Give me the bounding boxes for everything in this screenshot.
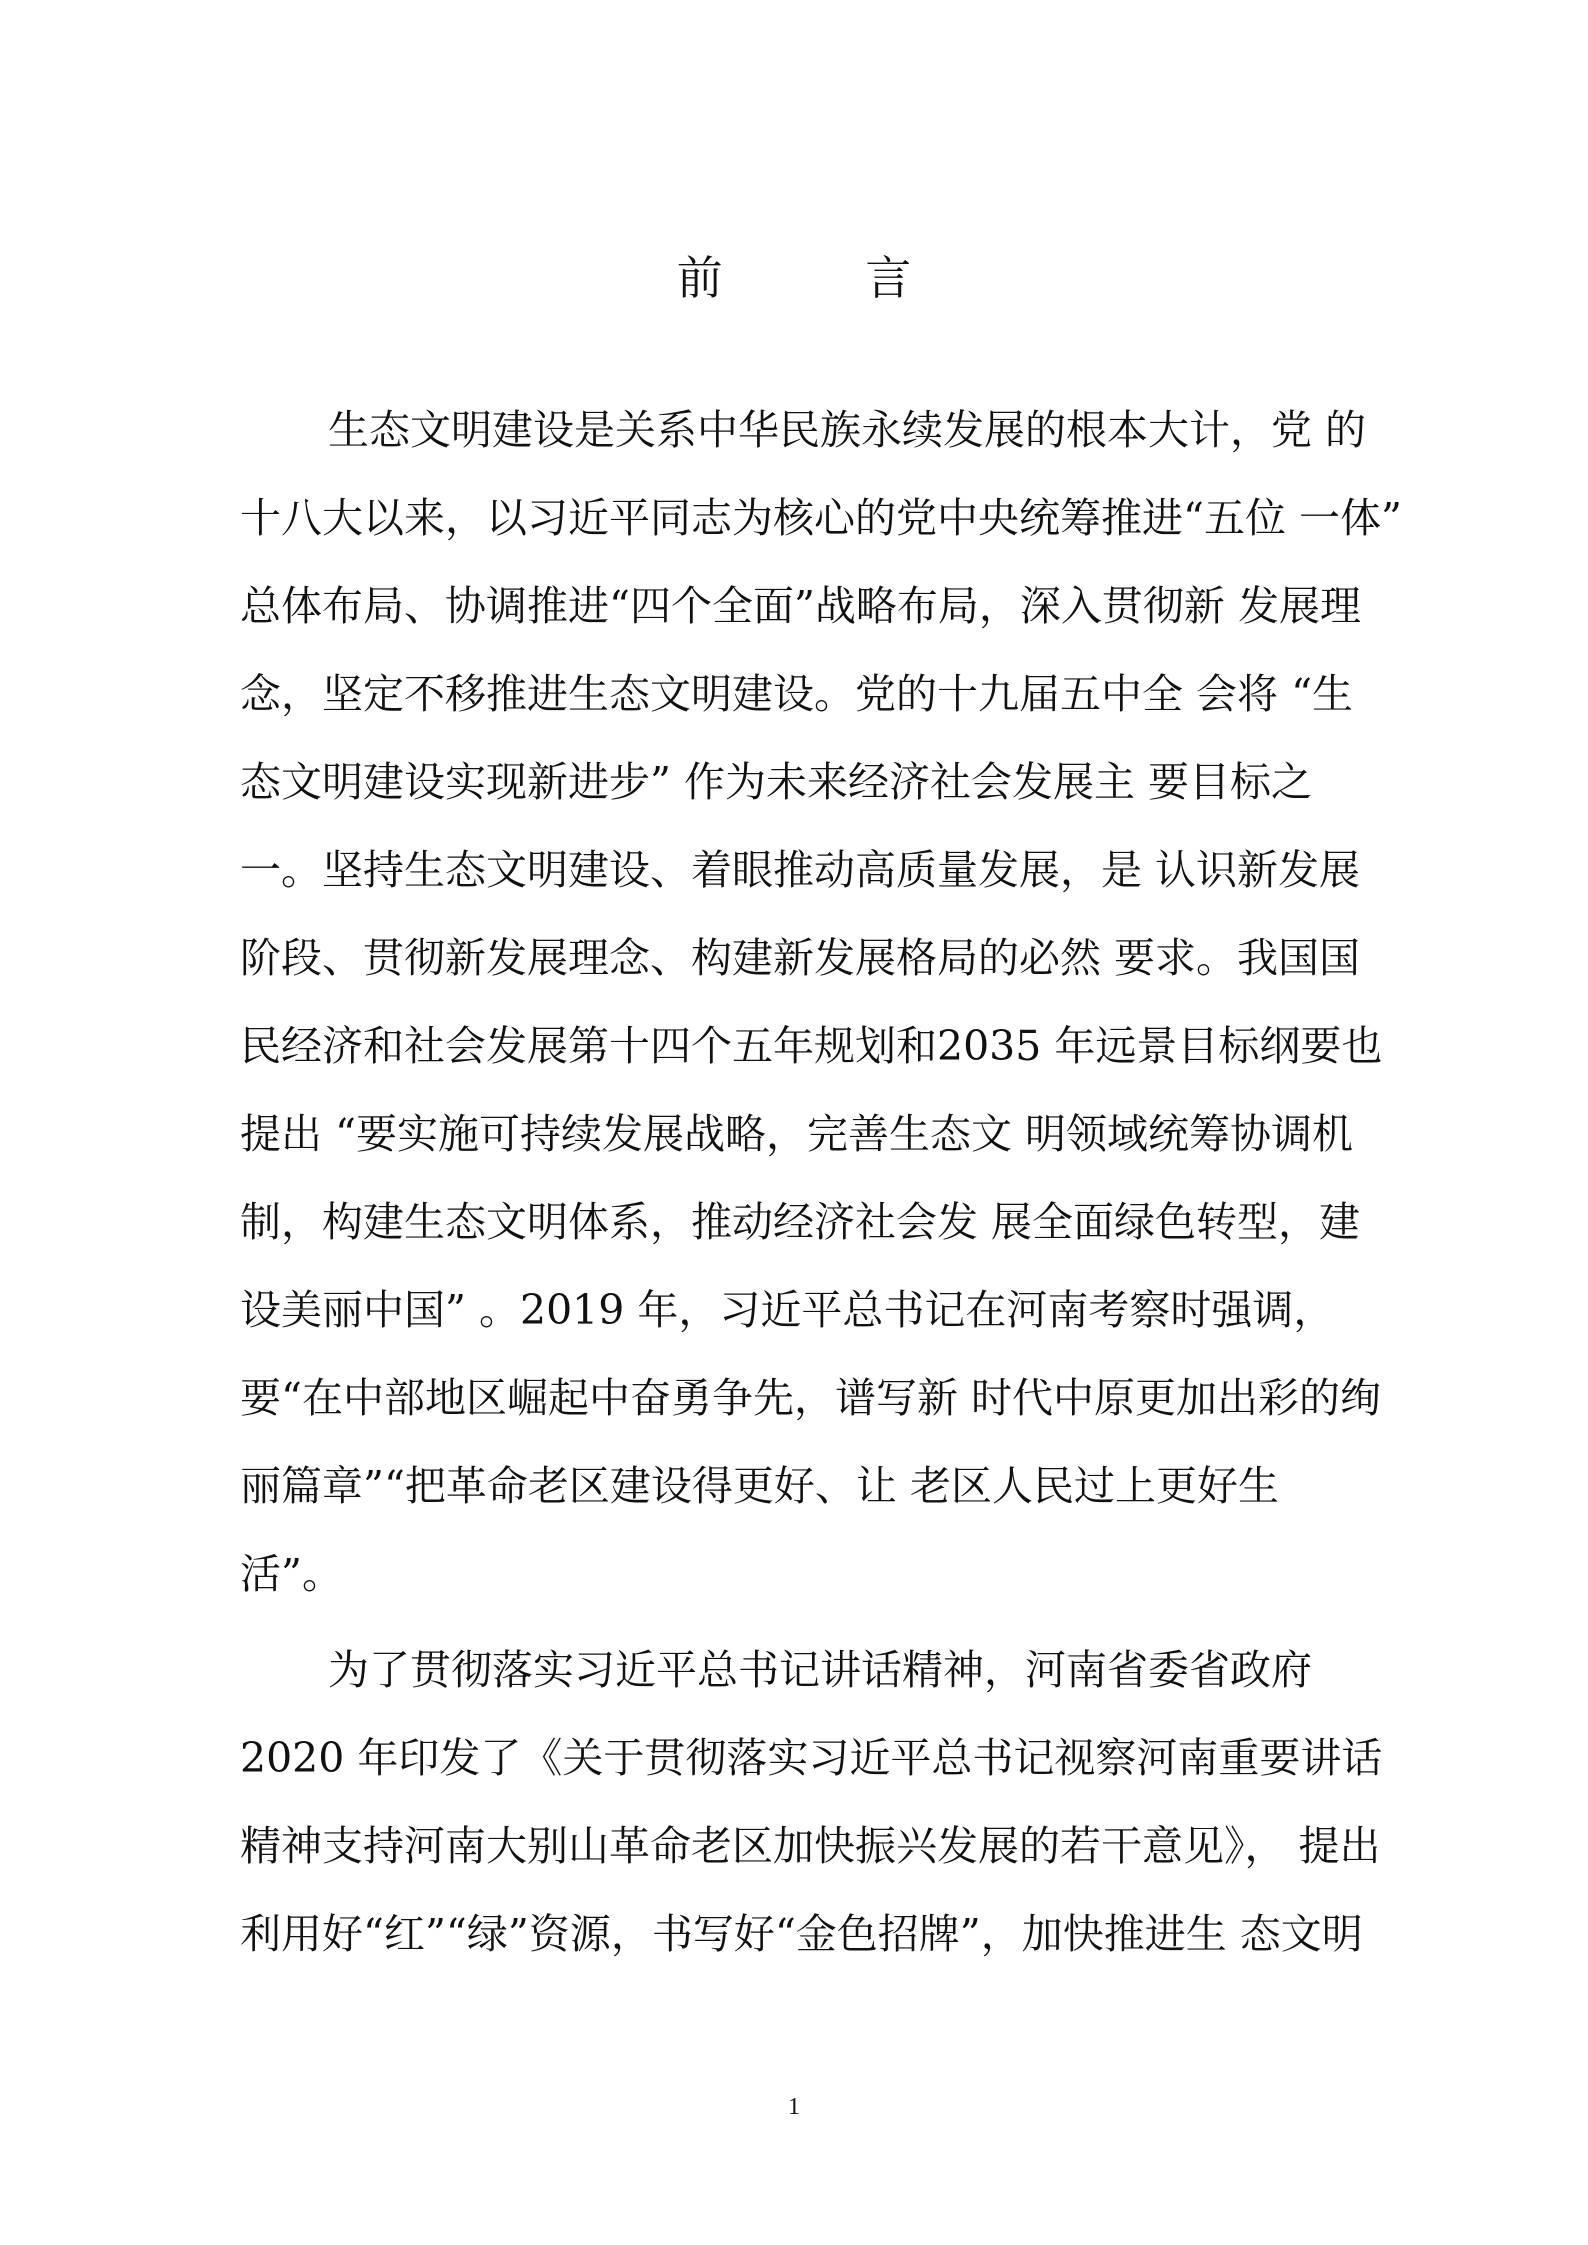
text-line: 制，构建生态文明体系，推动经济社会发 展全面绿色转型，建 <box>240 1198 1361 1246</box>
text-line: 阶段、贯彻新发展理念、构建新发展格局的必然 要求。我国国 <box>240 934 1361 982</box>
paragraph-1 <box>240 386 1405 1618</box>
text-line: 精神支持河南大别山革命老区加快振兴发展的若干意见》， 提出 <box>240 1822 1381 1870</box>
text-line: 一。坚持生态文明建设、着眼推动高质量发展，是 认识新发展 <box>240 846 1361 894</box>
text-line: 态文明建设实现新进步” 作为未来经济社会发展主 要目标之 <box>240 758 1313 806</box>
text-line: 2020 年印发了《关于贯彻落实习近平总书记视察河南重要讲话 <box>240 1734 1383 1782</box>
text-line: 利用好“红”“绿”资源，书写好“金色招牌”，加快推进生 态文明 <box>240 1910 1363 1958</box>
text-line: 丽篇章”“把革命老区建设得更好、让 老区人民过上更好生 <box>240 1462 1279 1510</box>
text-line: 念，坚定不移推进生态文明建设。党的十九届五中全 会将 “生 <box>240 670 1354 718</box>
text-line: 民经济和社会发展第十四个五年规划和2035 年远景目标纲要也 <box>240 1022 1383 1070</box>
text-line: 设美丽中国” 。2019 年，习近平总书记在河南考察时强调， <box>240 1286 1335 1334</box>
text-line: 为了贯彻落实习近平总书记讲话精神，河南省委省政府 <box>328 1646 1312 1694</box>
text-line: 生态文明建设是关系中华民族永续发展的根本大计，党 的 <box>328 406 1367 454</box>
page-number: 1 <box>788 2094 800 2120</box>
text-line: 活”。 <box>240 1550 343 1598</box>
text-line: 十八大以来，以习近平同志为核心的党中央统筹推进“五位 一体” <box>240 494 1402 542</box>
text-line: 总体布局、协调推进“四个全面”战略布局，深入贯彻新 发展理 <box>240 582 1361 630</box>
paragraph-2 <box>240 1626 1405 1978</box>
text-line: 要“在中部地区崛起中奋勇争先，谱写新 时代中原更加出彩的绚 <box>240 1374 1381 1422</box>
text-line: 提出 “要实施可持续发展战略，完善生态文 明领域统筹协调机 <box>240 1110 1354 1158</box>
page-title: 前 言 <box>676 251 976 305</box>
